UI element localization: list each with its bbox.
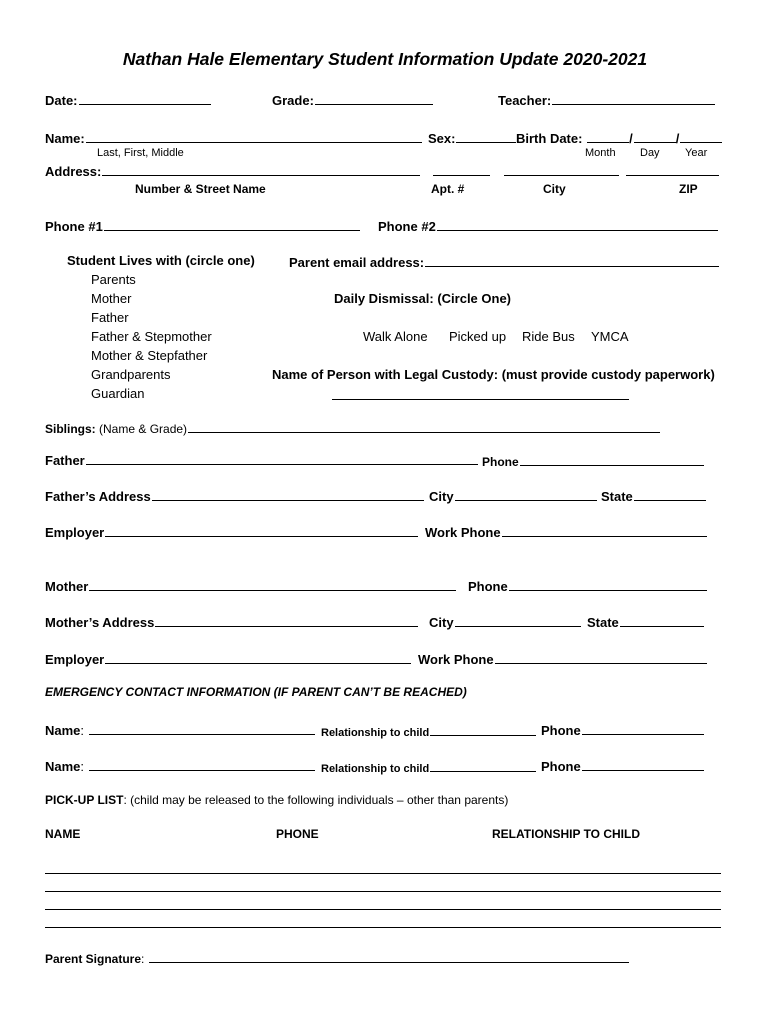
father-line[interactable]: [86, 451, 478, 465]
street-line[interactable]: [102, 162, 420, 176]
pickup-line[interactable]: [45, 927, 721, 928]
city-hint: City: [543, 182, 566, 196]
lives-with-option[interactable]: Father: [91, 310, 129, 325]
phone2-field[interactable]: [378, 217, 718, 234]
custody-input[interactable]: [331, 386, 629, 405]
siblings-field[interactable]: [45, 419, 660, 436]
fathers-address-line[interactable]: [152, 487, 424, 501]
birth-sep: /: [675, 131, 680, 146]
apt-line[interactable]: [433, 162, 490, 176]
parent-email-line[interactable]: [425, 253, 719, 267]
mother-employer-label: Employer: [45, 652, 105, 667]
mothers-address-line[interactable]: [155, 613, 418, 627]
dismissal-option[interactable]: Ride Bus: [522, 329, 575, 344]
form-title: Nathan Hale Elementary Student Information Update 2020-2021: [122, 49, 648, 69]
zip-hint: ZIP: [679, 182, 698, 196]
dismissal-option[interactable]: YMCA: [591, 329, 629, 344]
emergency-phone-line[interactable]: [582, 721, 704, 735]
father-phone-label: Phone: [482, 455, 519, 469]
dismissal-option[interactable]: Walk Alone: [363, 329, 428, 344]
signature-label: Parent Signature: [45, 952, 142, 966]
grade-field[interactable]: [272, 91, 433, 108]
mother-line[interactable]: [89, 577, 456, 591]
mother-work-phone-line[interactable]: [495, 650, 707, 664]
mother-city-field[interactable]: [429, 613, 581, 630]
sex-label: Sex:: [428, 131, 456, 146]
mother-employer-line[interactable]: [105, 650, 411, 664]
custody-label: Name of Person with Legal Custody: (must provide custody paperwork): [272, 367, 715, 382]
pickup-heading: [45, 793, 508, 807]
address-label: Address:: [45, 164, 102, 179]
name-label: Name:: [45, 131, 85, 146]
lives-with-option[interactable]: Mother: [91, 291, 132, 306]
mother-employer-field[interactable]: [45, 650, 411, 667]
emergency-phone-field-1[interactable]: [541, 721, 704, 738]
siblings-line[interactable]: [188, 419, 660, 433]
dismissal-label: Daily Dismissal: (Circle One): [334, 291, 512, 306]
father-phone-field[interactable]: [482, 452, 704, 469]
mother-phone-line[interactable]: [509, 577, 707, 591]
mother-field[interactable]: [45, 577, 456, 594]
day-hint: Day: [640, 147, 660, 159]
father-employer-line[interactable]: [105, 523, 418, 537]
emergency-heading: EMERGENCY CONTACT INFORMATION (IF PARENT CAN’T BE REACHED): [45, 685, 467, 699]
father-state-line[interactable]: [634, 487, 706, 501]
phone1-field[interactable]: [45, 217, 360, 234]
lives-with-label: Student Lives with (circle one): [67, 253, 255, 268]
mothers-address-field[interactable]: [45, 613, 418, 630]
emergency-relationship-line[interactable]: [430, 722, 536, 736]
emergency-relationship-label: Relationship to child: [321, 727, 430, 739]
grade-label: Grade:: [272, 93, 314, 108]
sex-line[interactable]: [456, 129, 516, 143]
custody-line[interactable]: [332, 386, 629, 400]
col-phone: PHONE: [276, 827, 319, 841]
mother-work-phone-field[interactable]: [418, 650, 707, 667]
lives-with-option[interactable]: Father & Stepmother: [91, 329, 212, 344]
birth-sep: /: [629, 131, 633, 146]
emergency-name-field-1[interactable]: [45, 721, 315, 738]
lives-with-option[interactable]: Grandparents: [91, 367, 171, 382]
birth-month-line[interactable]: [587, 129, 629, 143]
lives-with-option[interactable]: Guardian: [91, 386, 145, 401]
father-city-label: City: [429, 489, 454, 504]
emergency-phone-line[interactable]: [582, 757, 704, 771]
apt-hint: Apt. #: [431, 182, 465, 196]
father-city-field[interactable]: [429, 487, 597, 504]
emergency-name-line[interactable]: [89, 721, 315, 735]
fathers-address-label: Father’s Address: [45, 489, 151, 504]
zip-input[interactable]: [625, 162, 719, 181]
pickup-line[interactable]: [45, 909, 721, 910]
col-name: NAME: [45, 827, 81, 841]
emergency-name-field-2[interactable]: [45, 757, 315, 774]
father-label: Father: [45, 453, 85, 468]
dismissal-option[interactable]: Picked up: [449, 329, 507, 344]
teacher-label: Teacher:: [498, 93, 552, 108]
emergency-phone-label: Phone: [541, 759, 581, 774]
father-field[interactable]: [45, 451, 478, 468]
emergency-name-label: Name: [45, 759, 81, 774]
emergency-name-label: Name: [45, 723, 81, 738]
mother-city-label: City: [429, 615, 454, 630]
teacher-line[interactable]: [552, 91, 715, 105]
emergency-phone-field-2[interactable]: [541, 757, 704, 774]
date-label: Date:: [45, 93, 78, 108]
father-employer-field[interactable]: [45, 523, 418, 540]
mother-work-phone-label: Work Phone: [418, 652, 494, 667]
mother-phone-field[interactable]: [468, 577, 707, 594]
siblings-hint: (Name & Grade): [99, 422, 188, 436]
father-city-line[interactable]: [455, 487, 597, 501]
phone2-label: Phone #2: [378, 219, 436, 234]
fathers-address-field[interactable]: [45, 487, 424, 504]
date-field[interactable]: [45, 91, 211, 108]
birth-year-line[interactable]: [680, 129, 722, 143]
lives-with-option[interactable]: Parents: [91, 272, 136, 287]
mother-state-label: State: [587, 615, 619, 630]
mother-label: Mother: [45, 579, 89, 594]
name-line[interactable]: [86, 129, 422, 143]
father-work-phone-line[interactable]: [502, 523, 707, 537]
signature-colon: :: [141, 952, 145, 966]
pickup-line[interactable]: [45, 891, 721, 892]
father-phone-line[interactable]: [520, 452, 704, 466]
grade-line[interactable]: [315, 91, 433, 105]
mothers-address-label: Mother’s Address: [45, 615, 155, 630]
apt-input[interactable]: [432, 162, 490, 181]
city-line[interactable]: [504, 162, 619, 176]
year-hint: Year: [685, 147, 708, 159]
zip-line[interactable]: [626, 162, 719, 176]
street-hint: Number & Street Name: [135, 182, 266, 196]
phone2-line[interactable]: [437, 217, 718, 231]
mother-phone-label: Phone: [468, 579, 508, 594]
signature-field[interactable]: [45, 949, 629, 966]
mother-state-field[interactable]: [587, 613, 704, 630]
mother-state-line[interactable]: [620, 613, 704, 627]
lives-with-option[interactable]: Mother & Stepfather: [91, 348, 208, 363]
siblings-label: Siblings:: [45, 422, 96, 436]
emergency-phone-label: Phone: [541, 723, 581, 738]
emergency-relationship-field-1[interactable]: [321, 722, 536, 739]
emergency-relationship-line[interactable]: [430, 758, 536, 772]
name-field[interactable]: [45, 129, 422, 146]
father-employer-label: Employer: [45, 525, 105, 540]
city-input[interactable]: [503, 162, 619, 181]
address-field[interactable]: [45, 162, 420, 179]
mother-city-line[interactable]: [455, 613, 581, 627]
emergency-name-line[interactable]: [89, 757, 315, 771]
month-hint: Month: [585, 147, 616, 159]
emergency-name-colon: :: [80, 723, 85, 738]
teacher-field[interactable]: [498, 91, 715, 108]
phone1-label: Phone #1: [45, 219, 103, 234]
emergency-relationship-label: Relationship to child: [321, 763, 430, 775]
phone1-line[interactable]: [104, 217, 360, 231]
pickup-hint: : (child may be released to the following individuals – other than parents): [123, 793, 509, 807]
emergency-name-colon: :: [80, 759, 85, 774]
pickup-label: PICK-UP LIST: [45, 793, 124, 807]
parent-email-field[interactable]: [289, 253, 719, 270]
pickup-line[interactable]: [45, 873, 721, 874]
father-work-phone-field[interactable]: [425, 523, 707, 540]
father-state-label: State: [601, 489, 633, 504]
birth-day-line[interactable]: [634, 129, 676, 143]
date-line[interactable]: [79, 91, 211, 105]
emergency-relationship-field-2[interactable]: [321, 758, 536, 775]
parent-email-label: Parent email address:: [289, 255, 425, 270]
sex-field[interactable]: [428, 129, 516, 146]
signature-line[interactable]: [149, 949, 629, 963]
col-relationship: RELATIONSHIP TO CHILD: [492, 827, 641, 841]
father-state-field[interactable]: [601, 487, 706, 504]
name-hint: Last, First, Middle: [97, 147, 184, 159]
birth-date-label: Birth Date:: [516, 131, 583, 146]
birth-date-field[interactable]: [516, 129, 722, 146]
father-work-phone-label: Work Phone: [425, 525, 501, 540]
